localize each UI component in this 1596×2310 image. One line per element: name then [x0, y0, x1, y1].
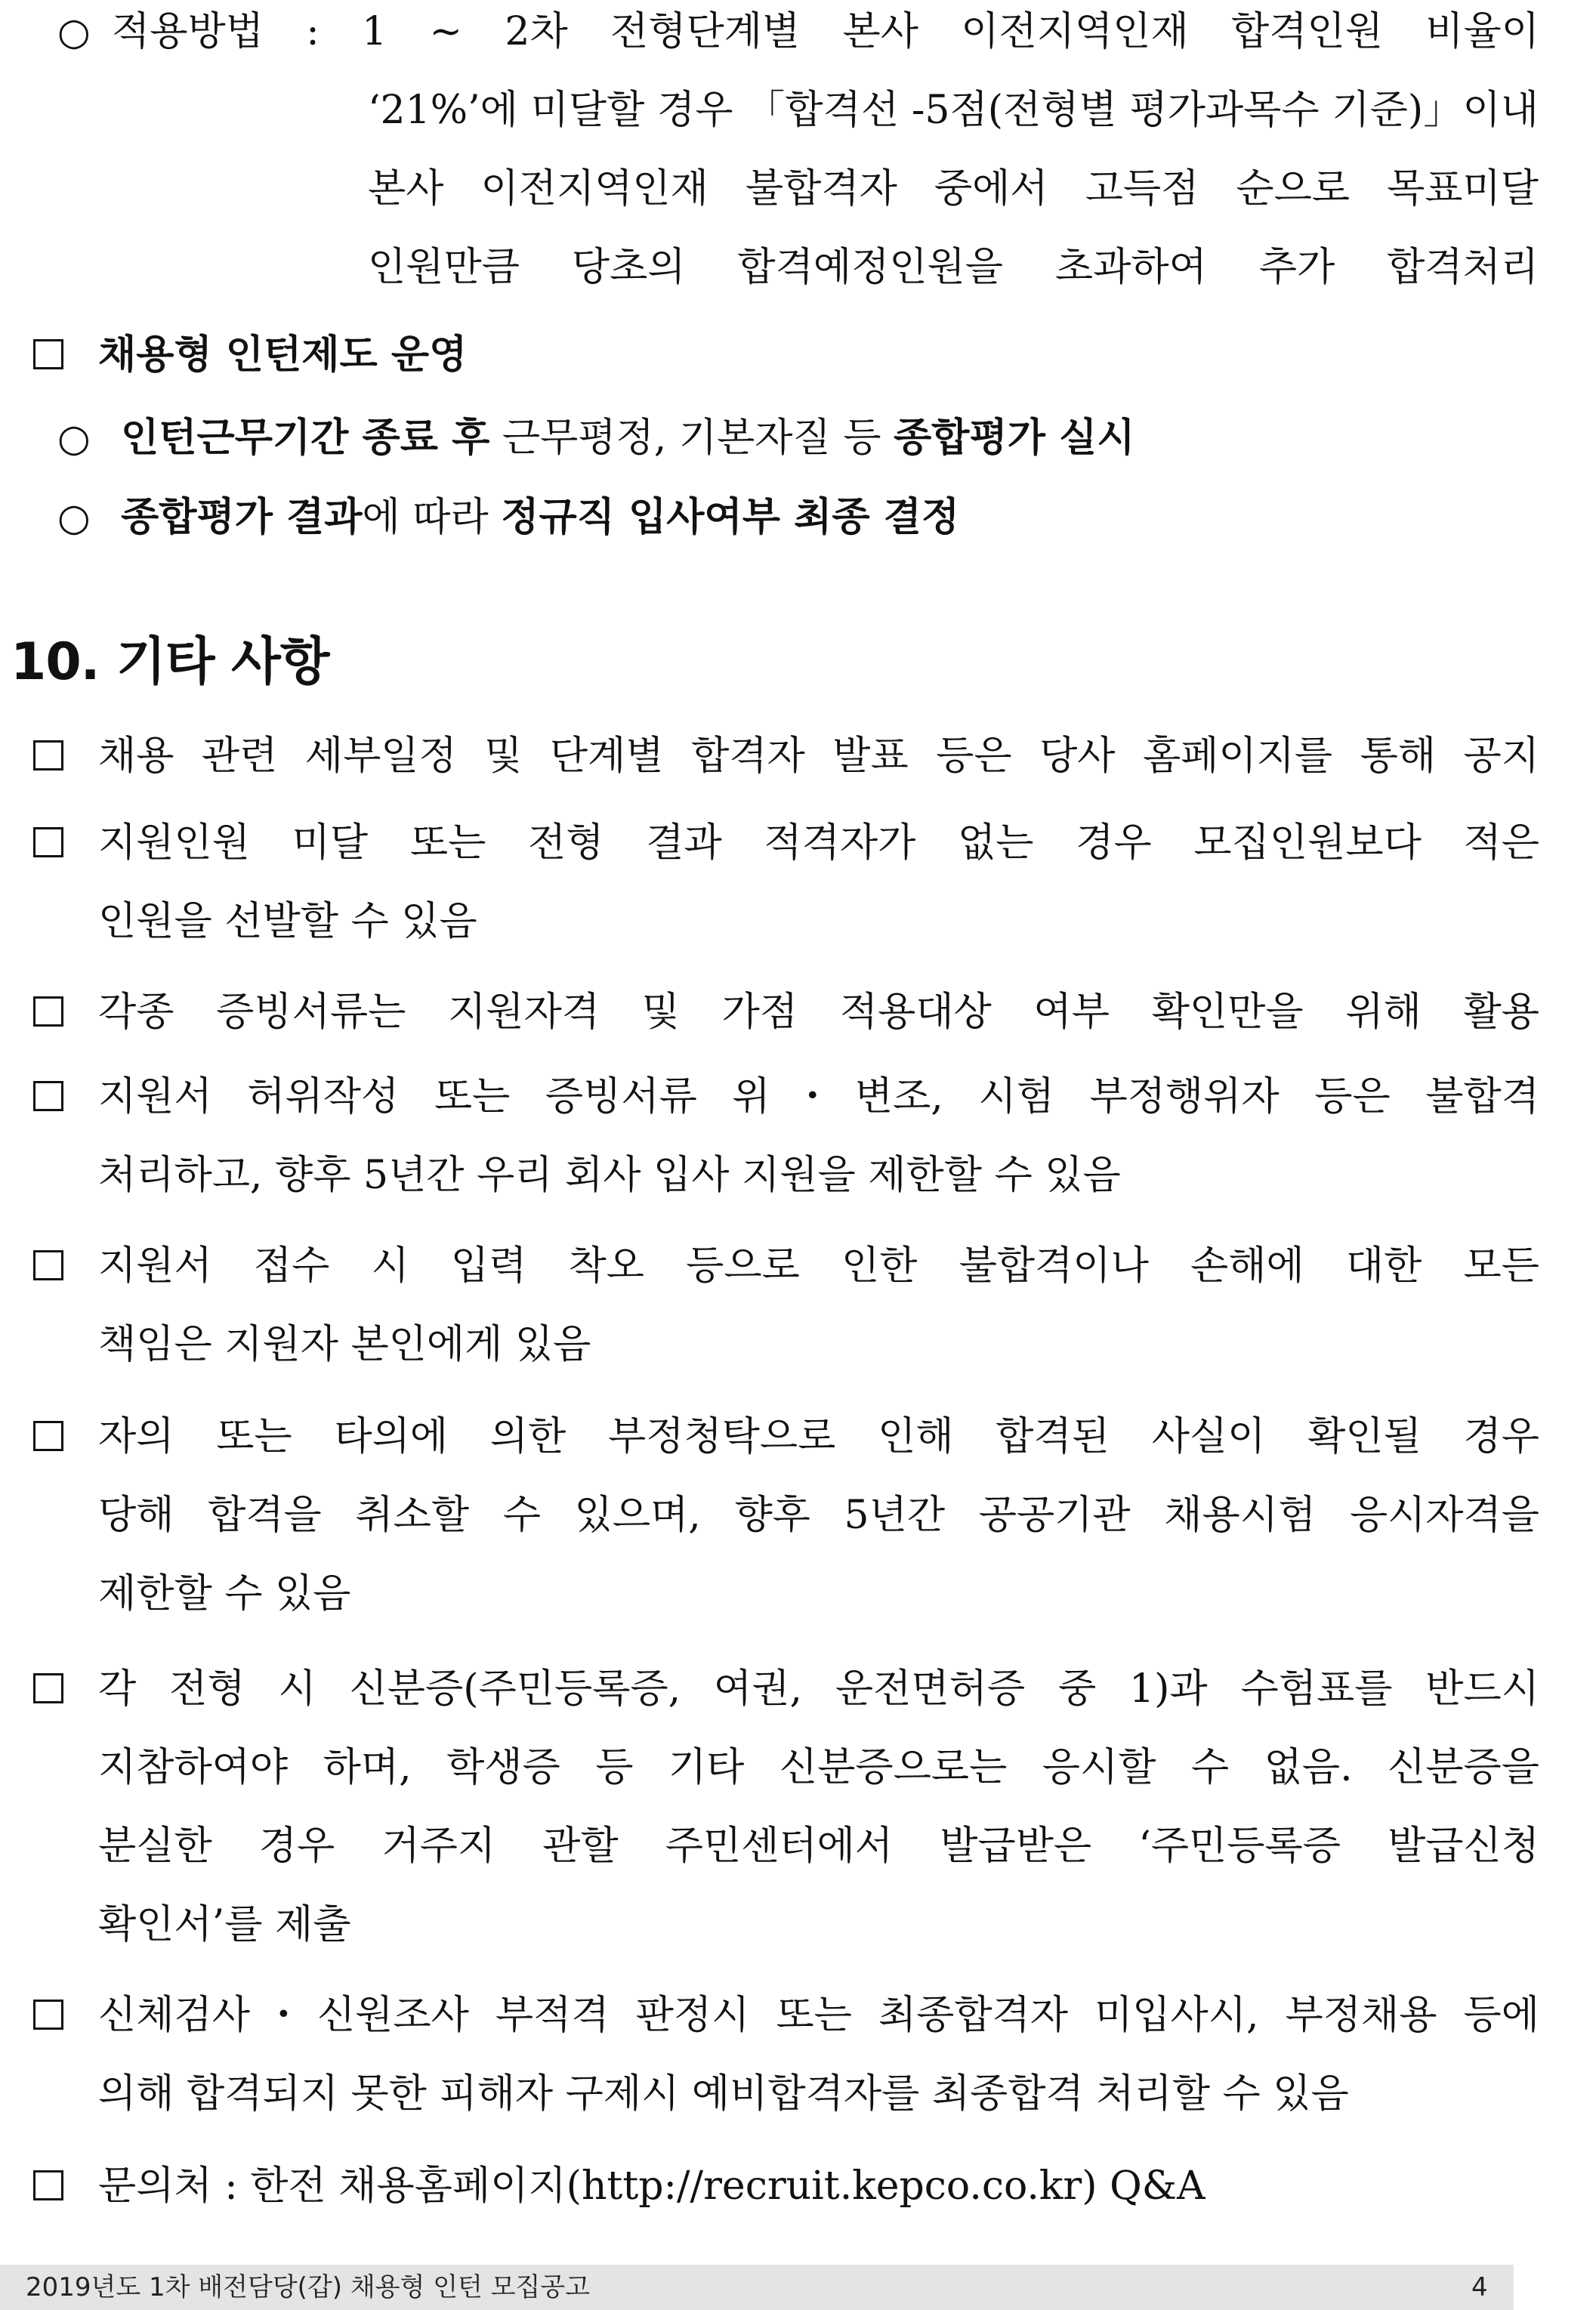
notice-item-text: 신체검사・신원조사 부적격 판정시 또는 최종합격자 미입사시, 부정채용 등에: [98, 1993, 1539, 2038]
checkbox-bullet-icon: [33, 996, 63, 1027]
notice-item-line: [0, 1651, 1596, 1727]
notice-item-text: 지원서 허위작성 또는 증빙서류 위・변조, 시험 부정행위자 등은 불합격: [98, 1074, 1539, 1119]
checkbox-bullet-icon: [33, 827, 63, 857]
method-text: 적용방법 : 1 ~ 2차 전형단계별 본사 이전지역인재 합격인원 비율이: [112, 9, 1539, 54]
checkbox-bullet-icon: [33, 2000, 63, 2030]
notice-item-text: 책임은 지원자 본인에게 있음: [98, 1322, 591, 1367]
notice-item-line: [0, 2148, 1596, 2224]
notice-item-text: 당해 합격을 취소할 수 있으며, 향후 5년간 공공기관 채용시험 응시자격을: [98, 1493, 1539, 1538]
notice-item-line: [0, 974, 1596, 1050]
notice-item-line: [0, 1138, 1596, 1213]
intern-line-2: [0, 480, 1596, 555]
circle-bullet-icon: ○: [57, 416, 91, 460]
notice-item-line: [0, 1556, 1596, 1632]
checkbox-bullet-icon: [33, 339, 63, 369]
notice-item-line: [0, 1307, 1596, 1382]
notice-item-text: 문의처 : 한전 채용홈페이지(http://recruit.kepco.co.kr) Q&A: [98, 2163, 1205, 2209]
intern-line-1-text: 인턴근무기간 종료 후 근무평정, 기본자질 등 종합평가 실시: [121, 415, 1135, 461]
notice-item-line: [0, 1808, 1596, 1884]
checkbox-bullet-icon: [33, 1081, 63, 1111]
notice-item-text: 확인서’를 제출: [98, 1902, 351, 1947]
method-line-2: [0, 73, 1596, 148]
method-text: 본사 이전지역인재 불합격자 중에서 고득점 순으로 목표미달: [368, 166, 1539, 212]
notice-item-text: 자의 또는 타의에 의한 부정청탁으로 인해 합격된 사실이 확인될 경우: [98, 1414, 1539, 1459]
notice-item-text: 제한할 수 있음: [98, 1571, 351, 1617]
notice-item-text: 처리하고, 향후 5년간 우리 회사 입사 지원을 제한할 수 있음: [98, 1153, 1121, 1198]
notice-item-text: 각종 증빙서류는 지원자격 및 가점 적용대상 여부 확인만을 위해 활용: [98, 990, 1539, 1035]
page-footer: [0, 2265, 1514, 2310]
checkbox-bullet-icon: [33, 740, 63, 771]
method-line-3: [0, 151, 1596, 227]
checkbox-bullet-icon: [33, 1421, 63, 1451]
intern-heading: 채용형 인턴제도 운영: [98, 332, 468, 378]
checkbox-bullet-icon: [33, 1673, 63, 1703]
checkbox-bullet-icon: [33, 2170, 63, 2200]
notice-item-line: [0, 718, 1596, 794]
method-line-4: [0, 230, 1596, 305]
notice-item-line: [0, 1978, 1596, 2053]
notice-item-line: [0, 884, 1596, 959]
section-heading: 10. 기타 사항: [11, 632, 329, 692]
notice-item-text: 의해 합격되지 못한 피해자 구제시 예비합격자를 최종합격 처리할 수 있음: [98, 2071, 1349, 2117]
notice-item-line: [0, 1730, 1596, 1805]
notice-item-line: [0, 1228, 1596, 1304]
circle-bullet-icon: ○: [57, 496, 91, 539]
checkbox-bullet-icon: [33, 1250, 63, 1280]
notice-item-text: 각 전형 시 신분증(주민등록증, 여권, 운전면허증 중 1)과 수험표를 반드시: [98, 1666, 1539, 1712]
method-text: ‘21%’에 미달할 경우 「합격선 -5점(전형별 평가과목수 기준)」이내: [368, 88, 1539, 133]
notice-item-text: 지참하여야 하며, 학생증 등 기타 신분증으로는 응시할 수 없음. 신분증을: [98, 1745, 1539, 1790]
notice-item-text: 분실한 경우 거주지 관할 주민센터에서 발급받은 ‘주민등록증 발급신청: [98, 1824, 1539, 1869]
notice-item-line: [0, 1059, 1596, 1135]
notice-item-line: [0, 1399, 1596, 1475]
notice-item-text: 채용 관련 세부일정 및 단계별 합격자 발표 등은 당사 홈페이지를 통해 공지: [98, 733, 1539, 779]
footer-title: 2019년도 1차 배전담당(갑) 채용형 인턴 모집공고: [26, 2272, 591, 2302]
method-text: 인원만큼 당초의 합격예정인원을 초과하여 추가 합격처리: [368, 245, 1539, 290]
notice-item-line: [0, 1887, 1596, 1963]
intern-line-1: [0, 400, 1596, 476]
intern-line-2-text: 종합평가 결과에 따라 정규직 입사여부 최종 결정: [121, 495, 960, 540]
notice-item-text: 지원서 접수 시 입력 착오 등으로 인한 불합격이나 손해에 대한 모든: [98, 1243, 1539, 1289]
page-number: 4: [1471, 2272, 1488, 2302]
circle-bullet-icon: ○: [57, 10, 91, 54]
notice-item-line: [0, 2056, 1596, 2132]
notice-item-text: 지원인원 미달 또는 전형 결과 적격자가 없는 경우 모집인원보다 적은: [98, 820, 1539, 866]
notice-item-text: 인원을 선발할 수 있음: [98, 899, 477, 944]
intern-heading-line: [0, 317, 1596, 393]
notice-item-line: [0, 805, 1596, 881]
notice-item-line: [0, 1478, 1596, 1553]
method-line-1: [0, 0, 1596, 69]
